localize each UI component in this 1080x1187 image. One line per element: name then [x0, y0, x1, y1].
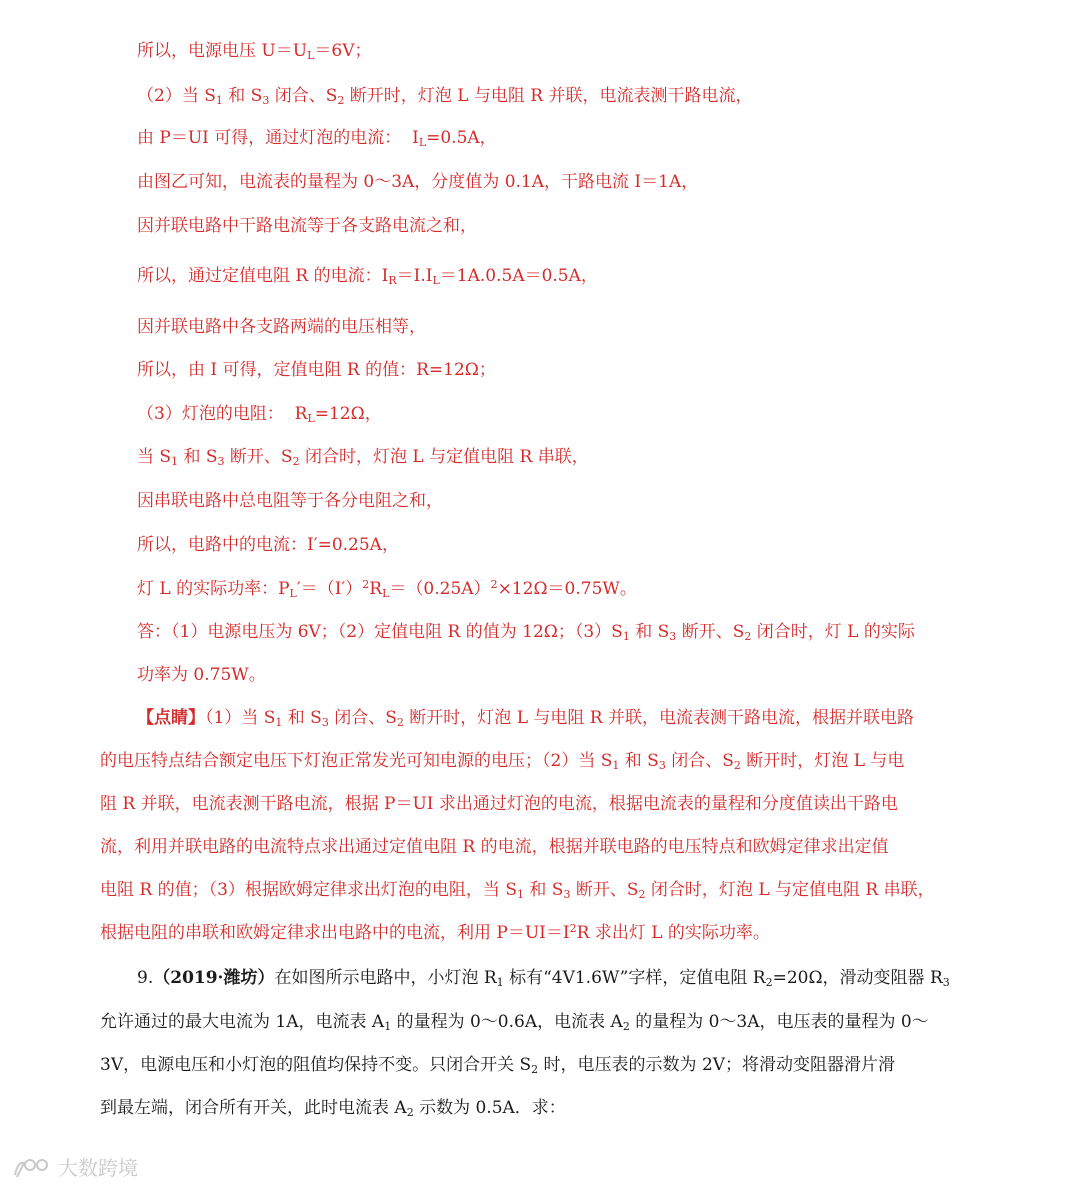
text-segment: （2）当 S [137, 86, 216, 106]
text-line [137, 967, 950, 989]
text-segment: ＝6V； [314, 41, 372, 61]
text-segment: 9. [137, 968, 154, 988]
text-segment: 断开时，灯泡 L 与电阻 R 并联，电流表测干路电流，根据并联电路 [403, 708, 915, 728]
text-line [137, 40, 371, 62]
text-segment: 所以，通过定值电阻 R 的电流：I [137, 266, 389, 286]
text-segment: 2 [396, 716, 404, 729]
text-line [100, 1054, 895, 1076]
text-segment: 3 [669, 630, 677, 643]
lamp-logo-icon [12, 1155, 52, 1179]
text-segment: 所以，由 I 可得，定值电阻 R 的值：R=12Ω； [137, 360, 496, 380]
text-segment: =20Ω，滑动变阻器 R [772, 968, 943, 988]
text-segment: 2 [622, 1020, 630, 1033]
text-line [137, 316, 426, 338]
text-segment: 灯 L 的实际功率：P [137, 579, 290, 599]
text-segment: 和 S [222, 86, 263, 106]
text-segment: 2 [362, 578, 370, 591]
watermark [12, 1152, 138, 1181]
text-segment: 因并联电路中干路电流等于各支路电流之和， [137, 216, 477, 236]
text-line [137, 403, 382, 425]
text-segment: =12Ω， [314, 404, 382, 424]
text-segment: 和 S [619, 751, 659, 771]
text-segment: 闭合、S [269, 86, 338, 106]
text-segment: 闭合时，灯泡 L 与定值电阻 R 串联， [299, 447, 589, 467]
text-segment: 断开、S [570, 880, 639, 900]
text-line [100, 879, 935, 901]
text-segment: ＝（0.25A） [389, 579, 491, 599]
text-segment: 当 S [137, 447, 172, 467]
text-segment: 功率为 0.75W。 [137, 665, 266, 685]
text-segment: 2 [765, 976, 773, 989]
text-segment: 3 [563, 888, 571, 901]
text-line [137, 621, 915, 643]
text-line [137, 490, 443, 512]
text-segment: 因串联电路中总电阻等于各分电阻之和， [137, 491, 443, 511]
text-segment: 断开时，灯泡 L 与电阻 R 并联，电流表测干路电流， [344, 86, 753, 106]
text-line [137, 359, 496, 381]
text-line [137, 707, 914, 729]
text-segment: 因并联电路中各支路两端的电压相等， [137, 317, 426, 337]
text-segment: R [388, 274, 397, 287]
text-segment: 2 [531, 1063, 539, 1076]
text-segment: 1 [622, 630, 630, 643]
text-segment: 1 [275, 716, 283, 729]
text-segment: 和 S [178, 447, 218, 467]
text-segment: 2 [638, 888, 646, 901]
text-segment: 由图乙可知，电流表的量程为 0～3A，分度值为 0.1A，干路电流 I＝1A， [137, 172, 699, 192]
text-line [100, 836, 889, 858]
text-segment: 1 [171, 455, 179, 468]
text-segment: 闭合、S [665, 751, 734, 771]
text-segment: 闭合时，灯泡 L 与定值电阻 R 串联， [645, 880, 935, 900]
text-line [100, 793, 898, 815]
text-segment: 所以，电路中的电流：I′=0.25A， [137, 535, 399, 555]
text-segment: 1 [215, 94, 223, 107]
text-segment: （2019·潍坊） [153, 968, 275, 988]
text-line [137, 664, 266, 686]
text-segment: （3）灯泡的电阻： R [137, 404, 308, 424]
text-segment: L [432, 274, 440, 287]
text-segment: 闭合、S [328, 708, 397, 728]
text-segment: 示数为 0.5A．求： [413, 1098, 566, 1118]
text-segment: 时，电压表的示数为 2V；将滑动变阻器滑片滑 [538, 1055, 896, 1075]
text-segment: 和 S [523, 880, 564, 900]
text-segment: L [307, 49, 315, 62]
text-line [137, 446, 589, 468]
text-segment: 和 S [282, 708, 322, 728]
text-segment: 1 [612, 759, 620, 772]
text-segment: 和 S [629, 622, 670, 642]
text-line [137, 85, 753, 107]
text-segment: 3V，电源电压和小灯泡的阻值均保持不变。只闭合开关 S [100, 1055, 532, 1075]
text-segment: 阻 R 并联，电流表测干路电流，根据 P＝UI 求出通过灯泡的电流，根据电流表的量程和分度值读出干路电 [100, 794, 898, 814]
text-segment: ＝1A.0.5A＝0.5A， [439, 266, 598, 286]
text-segment: ×12Ω＝0.75W。 [497, 579, 637, 599]
text-segment: 1 [516, 888, 524, 901]
text-segment: 的电压特点结合额定电压下灯泡正常发光可知电源的电压；（2）当 S [100, 751, 613, 771]
text-segment: ′＝（I′） [296, 579, 363, 599]
text-line [100, 750, 904, 772]
text-segment: 在如图所示电路中，小灯泡 R [274, 968, 497, 988]
text-segment: L [289, 587, 297, 600]
text-segment: 1 [496, 976, 504, 989]
text-segment: 【点睛】 [137, 708, 205, 728]
text-segment: 由 P＝UI 可得，通过灯泡的电流： I [137, 128, 419, 148]
text-segment: 2 [292, 455, 300, 468]
text-line [137, 215, 477, 237]
text-segment: 2 [337, 94, 345, 107]
text-segment: 断开时，灯泡 L 与电 [740, 751, 905, 771]
text-segment: 的量程为 0～0.6A，电流表 A [391, 1012, 623, 1032]
text-segment: 允许通过的最大电流为 1A，电流表 A [100, 1012, 385, 1032]
text-line [100, 1011, 929, 1033]
text-segment: （1）当 S [205, 708, 276, 728]
text-segment: 的量程为 0～3A，电压表的量程为 0～ [629, 1012, 929, 1032]
text-line [137, 127, 497, 149]
text-segment: 2 [733, 759, 741, 772]
text-line [137, 534, 399, 556]
text-segment: 电阻 R 的值；（3）根据欧姆定律求出灯泡的电阻，当 S [100, 880, 517, 900]
text-segment: L [418, 136, 427, 149]
text-line [137, 265, 598, 287]
text-segment: 标有“4V1.6W”字样，定值电阻 R [503, 968, 766, 988]
text-segment: 2 [490, 578, 498, 591]
text-segment: 3 [658, 759, 666, 772]
text-line [100, 922, 770, 944]
text-segment: =0.5A， [426, 128, 497, 148]
text-segment: 3 [321, 716, 329, 729]
text-segment: 3 [942, 976, 950, 989]
text-segment: 3 [262, 94, 270, 107]
text-segment: 2 [744, 630, 752, 643]
watermark-text: 大数跨境 [58, 1156, 138, 1180]
text-segment: 断开、S [224, 447, 293, 467]
text-segment: 闭合时，灯 L 的实际 [751, 622, 915, 642]
text-line [137, 578, 637, 600]
text-segment: 2 [569, 922, 577, 935]
text-segment: 2 [406, 1106, 414, 1119]
text-segment: L [307, 412, 315, 425]
text-line [100, 1097, 566, 1119]
text-segment: 答：（1）电源电压为 6V；（2）定值电阻 R 的值为 12Ω；（3）S [137, 622, 623, 642]
text-segment: ＝I.I [396, 266, 433, 286]
text-segment: 流，利用并联电路的电流特点求出通过定值电阻 R 的电流，根据并联电路的电压特点和欧姆定律求出定值 [100, 837, 889, 857]
text-segment: L [382, 587, 390, 600]
text-line [137, 171, 698, 193]
text-segment: 到最左端，闭合所有开关，此时电流表 A [100, 1098, 407, 1118]
text-segment: 3 [217, 455, 225, 468]
text-segment: 1 [384, 1020, 392, 1033]
text-segment: 根据电阻的串联和欧姆定律求出电路中的电流，利用 P＝UI＝I [100, 923, 570, 943]
text-segment: R [369, 579, 383, 599]
text-segment: 所以，电源电压 U＝U [137, 41, 308, 61]
text-segment: R 求出灯 L 的实际功率。 [576, 923, 770, 943]
text-segment: 断开、S [676, 622, 745, 642]
